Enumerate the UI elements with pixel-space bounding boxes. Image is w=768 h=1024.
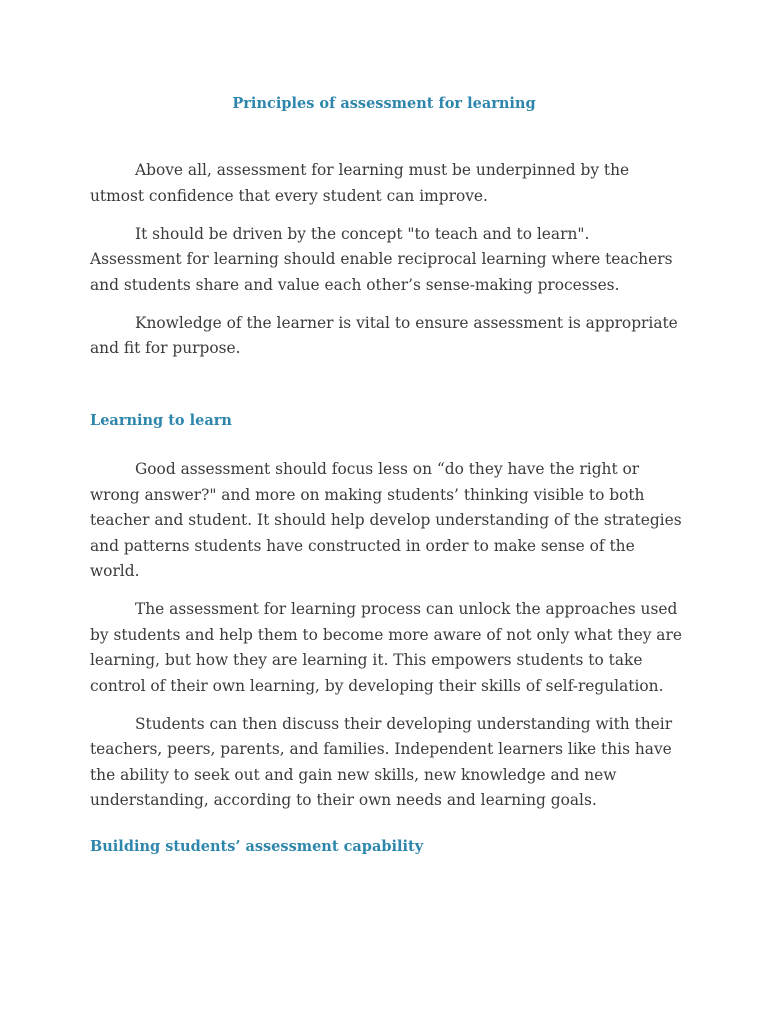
- paragraph: Above all, assessment for learning must be underpinned by the utmost confidence that every student can improve.: [90, 161, 630, 205]
- paragraph: Students can then discuss their developing understanding with their teachers, peers, parents, and families. Independent learners like this have the ability to seek out and gain new skills, new knowledge and new understanding, according to their own needs and learning goals.: [90, 714, 673, 809]
- section-heading-learning-to-learn: Learning to learn: [90, 412, 232, 429]
- page-title: Principles of assessment for learning: [232, 95, 536, 112]
- learning-to-learn-section: [90, 457, 682, 826]
- intro-section: [90, 158, 682, 374]
- paragraph: Knowledge of the learner is vital to ensure assessment is appropriate and fit for purpose.: [90, 313, 678, 357]
- section-heading-building-assessment-capability: Building students’ assessment capability: [90, 838, 424, 855]
- paragraph: The assessment for learning process can unlock the approaches used by students and help them to become more aware of not only what they are learning, but how they are learning it. This empowers students to take control of their own learning, by developing their skills of self-regulation.: [90, 600, 682, 695]
- paragraph: Good assessment should focus less on “do they have the right or wrong answer?" and more on making students’ thinking visible to both teacher and student. It should help develop understanding of the strategies and patterns students have constructed in order to make sense of the world.: [90, 460, 682, 580]
- paragraph: It should be driven by the concept "to teach and to learn". Assessment for learning should enable reciprocal learning where teachers and students share and value each other’s sense-making processes.: [90, 224, 673, 294]
